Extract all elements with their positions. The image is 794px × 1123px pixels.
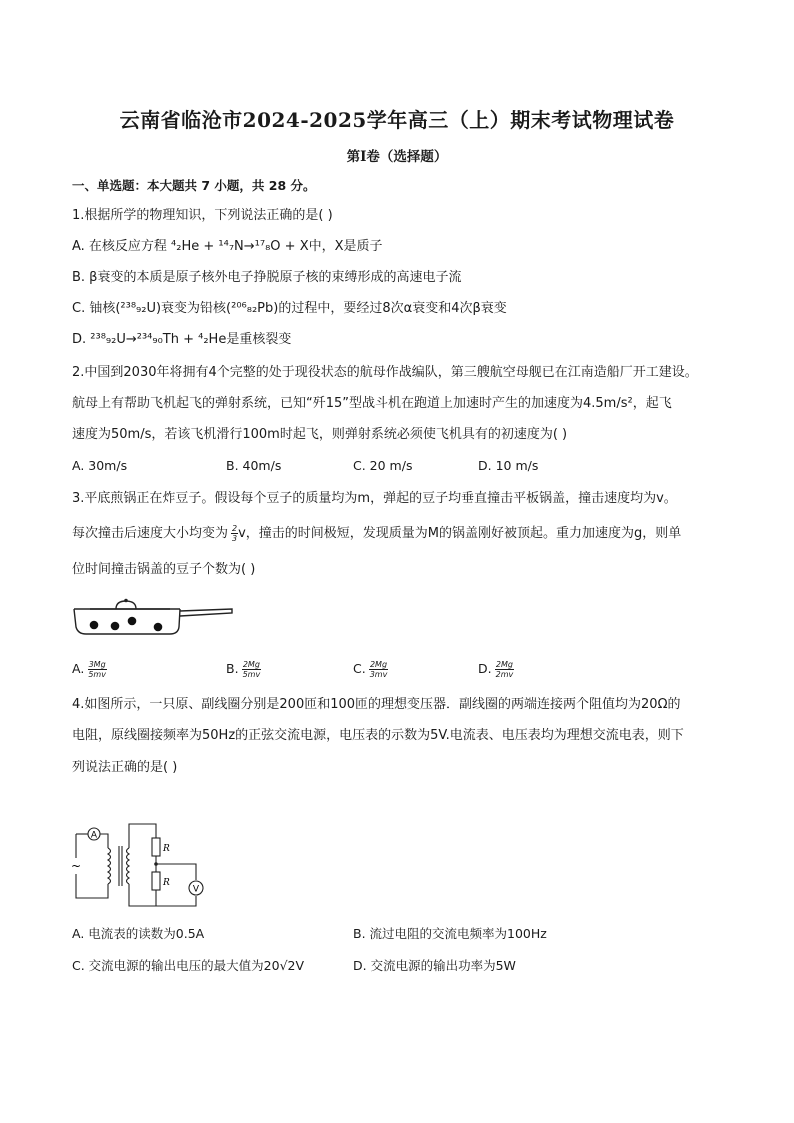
q4-stem-line-2: 电阻，原线圈接频率为50Hz的正弦交流电源，电压表的示数为5V.电流表、电压表均为理想交流电表，则下 xyxy=(72,728,684,743)
q2-option-c: C. 20 m/s xyxy=(353,458,413,473)
bean-2 xyxy=(111,622,120,631)
volume-subtitle: 第I卷（选择题） xyxy=(346,149,448,165)
section-heading: 一、单选题：本大题共 7 小题，共 28 分。 xyxy=(72,178,316,193)
q2-stem-line-3: 速度为50m/s，若该飞机滑行100m时起飞，则弹射系统必须使飞机具有的初速度为( ) xyxy=(72,427,568,442)
transformer-circuit-figure xyxy=(66,818,212,914)
q3-stem-line-1: 3.平底煎锅正在炸豆子。假设每个豆子的质量均为m，弹起的豆子均垂直撞击平板锅盖，撞击速度均为v。 xyxy=(72,491,677,506)
q2-option-a: A. 30m/s xyxy=(72,458,128,473)
q3-stem-line-2-start: 每次撞击后速度大小均变为 xyxy=(72,526,229,541)
resistor-top-label: R xyxy=(163,844,170,854)
q1-option-c: C. 铀核(²³⁸₉₂U)衰变为铅核(²⁰⁶₈₂Pb)的过程中，要经过8次α衰变和4次β衰变 xyxy=(72,301,507,316)
q3-option-a: A. $\frac{3Mg}{5mv}$ xyxy=(72,660,106,679)
q1-option-b: B. β衰变的本质是原子核外电子挣脱原子核的束缚形成的高速电子流 xyxy=(72,270,462,285)
junction-dot xyxy=(154,862,158,866)
q3-option-b: B. $\frac{2Mg}{5mv}$ xyxy=(226,660,261,679)
q3-stem-line-2 xyxy=(72,524,681,543)
two-thirds-fraction: $\frac{2}{3}$ xyxy=(232,524,238,543)
lid-knob xyxy=(124,599,128,603)
svg-text:A: A xyxy=(90,830,98,841)
q2-stem-line-2: 航母上有帮助飞机起飞的弹射系统，已知“歼15”型战斗机在跑道上加速时产生的加速度为4.5m/s²，起飞 xyxy=(72,396,672,411)
q2-stem-line-1: 2.中国到2030年将拥有4个完整的处于现役状态的航母作战编队，第三艘航空母舰已在江南造船厂开工建设。 xyxy=(72,365,698,380)
q2-option-b: B. 40m/s xyxy=(226,458,282,473)
bean-1 xyxy=(90,621,99,630)
q3-option-d: D. $\frac{2Mg}{2mv}$ xyxy=(478,660,514,679)
page-title: 云南省临沧市2024-2025学年高三（上）期末考试物理试卷 xyxy=(119,108,675,132)
q3-option-c: C. $\frac{2Mg}{3mv}$ xyxy=(353,660,388,679)
q1-option-a: A. 在核反应方程 ⁴₂He + ¹⁴₇N→¹⁷₈O + X中，X是质子 xyxy=(72,239,383,254)
voltmeter xyxy=(189,881,203,895)
svg-text:V: V xyxy=(192,884,200,895)
q3-stem-line-2-end: v，撞击的时间极短，发现质量为M的锅盖刚好被顶起。重力加速度为g，则单 xyxy=(238,526,682,541)
resistor-bottom-label: R xyxy=(163,878,170,888)
q4-stem-line-3: 列说法正确的是( ) xyxy=(72,760,178,775)
q3-stem-line-3: 位时间撞击锅盖的豆子个数为( ) xyxy=(72,562,256,577)
q4-option-c: C. 交流电源的输出电压的最大值为20√2V xyxy=(72,958,305,973)
q2-option-d: D. 10 m/s xyxy=(478,458,539,473)
pan-outline xyxy=(74,601,232,634)
q1-option-d: D. ²³⁸₉₂U→²³⁴₉₀Th + ⁴₂He是重核裂变 xyxy=(72,332,292,347)
q4-option-b: B. 流过电阻的交流电频率为100Hz xyxy=(353,926,547,941)
q4-stem-line-1: 4.如图所示，一只原、副线圈分别是200匝和100匝的理想变压器．副线圈的两端连接两个阻值均为20Ω的 xyxy=(72,697,681,712)
q4-option-d: D. 交流电源的输出功率为5W xyxy=(353,958,516,973)
ammeter xyxy=(88,828,100,841)
ac-source-symbol: ~ xyxy=(71,859,82,873)
bean-4 xyxy=(154,623,163,632)
q4-option-a: A. 电流表的读数为0.5A xyxy=(72,926,205,941)
bean-3 xyxy=(128,617,137,626)
frying-pan-figure xyxy=(72,597,234,639)
q1-stem: 1.根据所学的物理知识，下列说法正确的是( ) xyxy=(72,208,333,223)
